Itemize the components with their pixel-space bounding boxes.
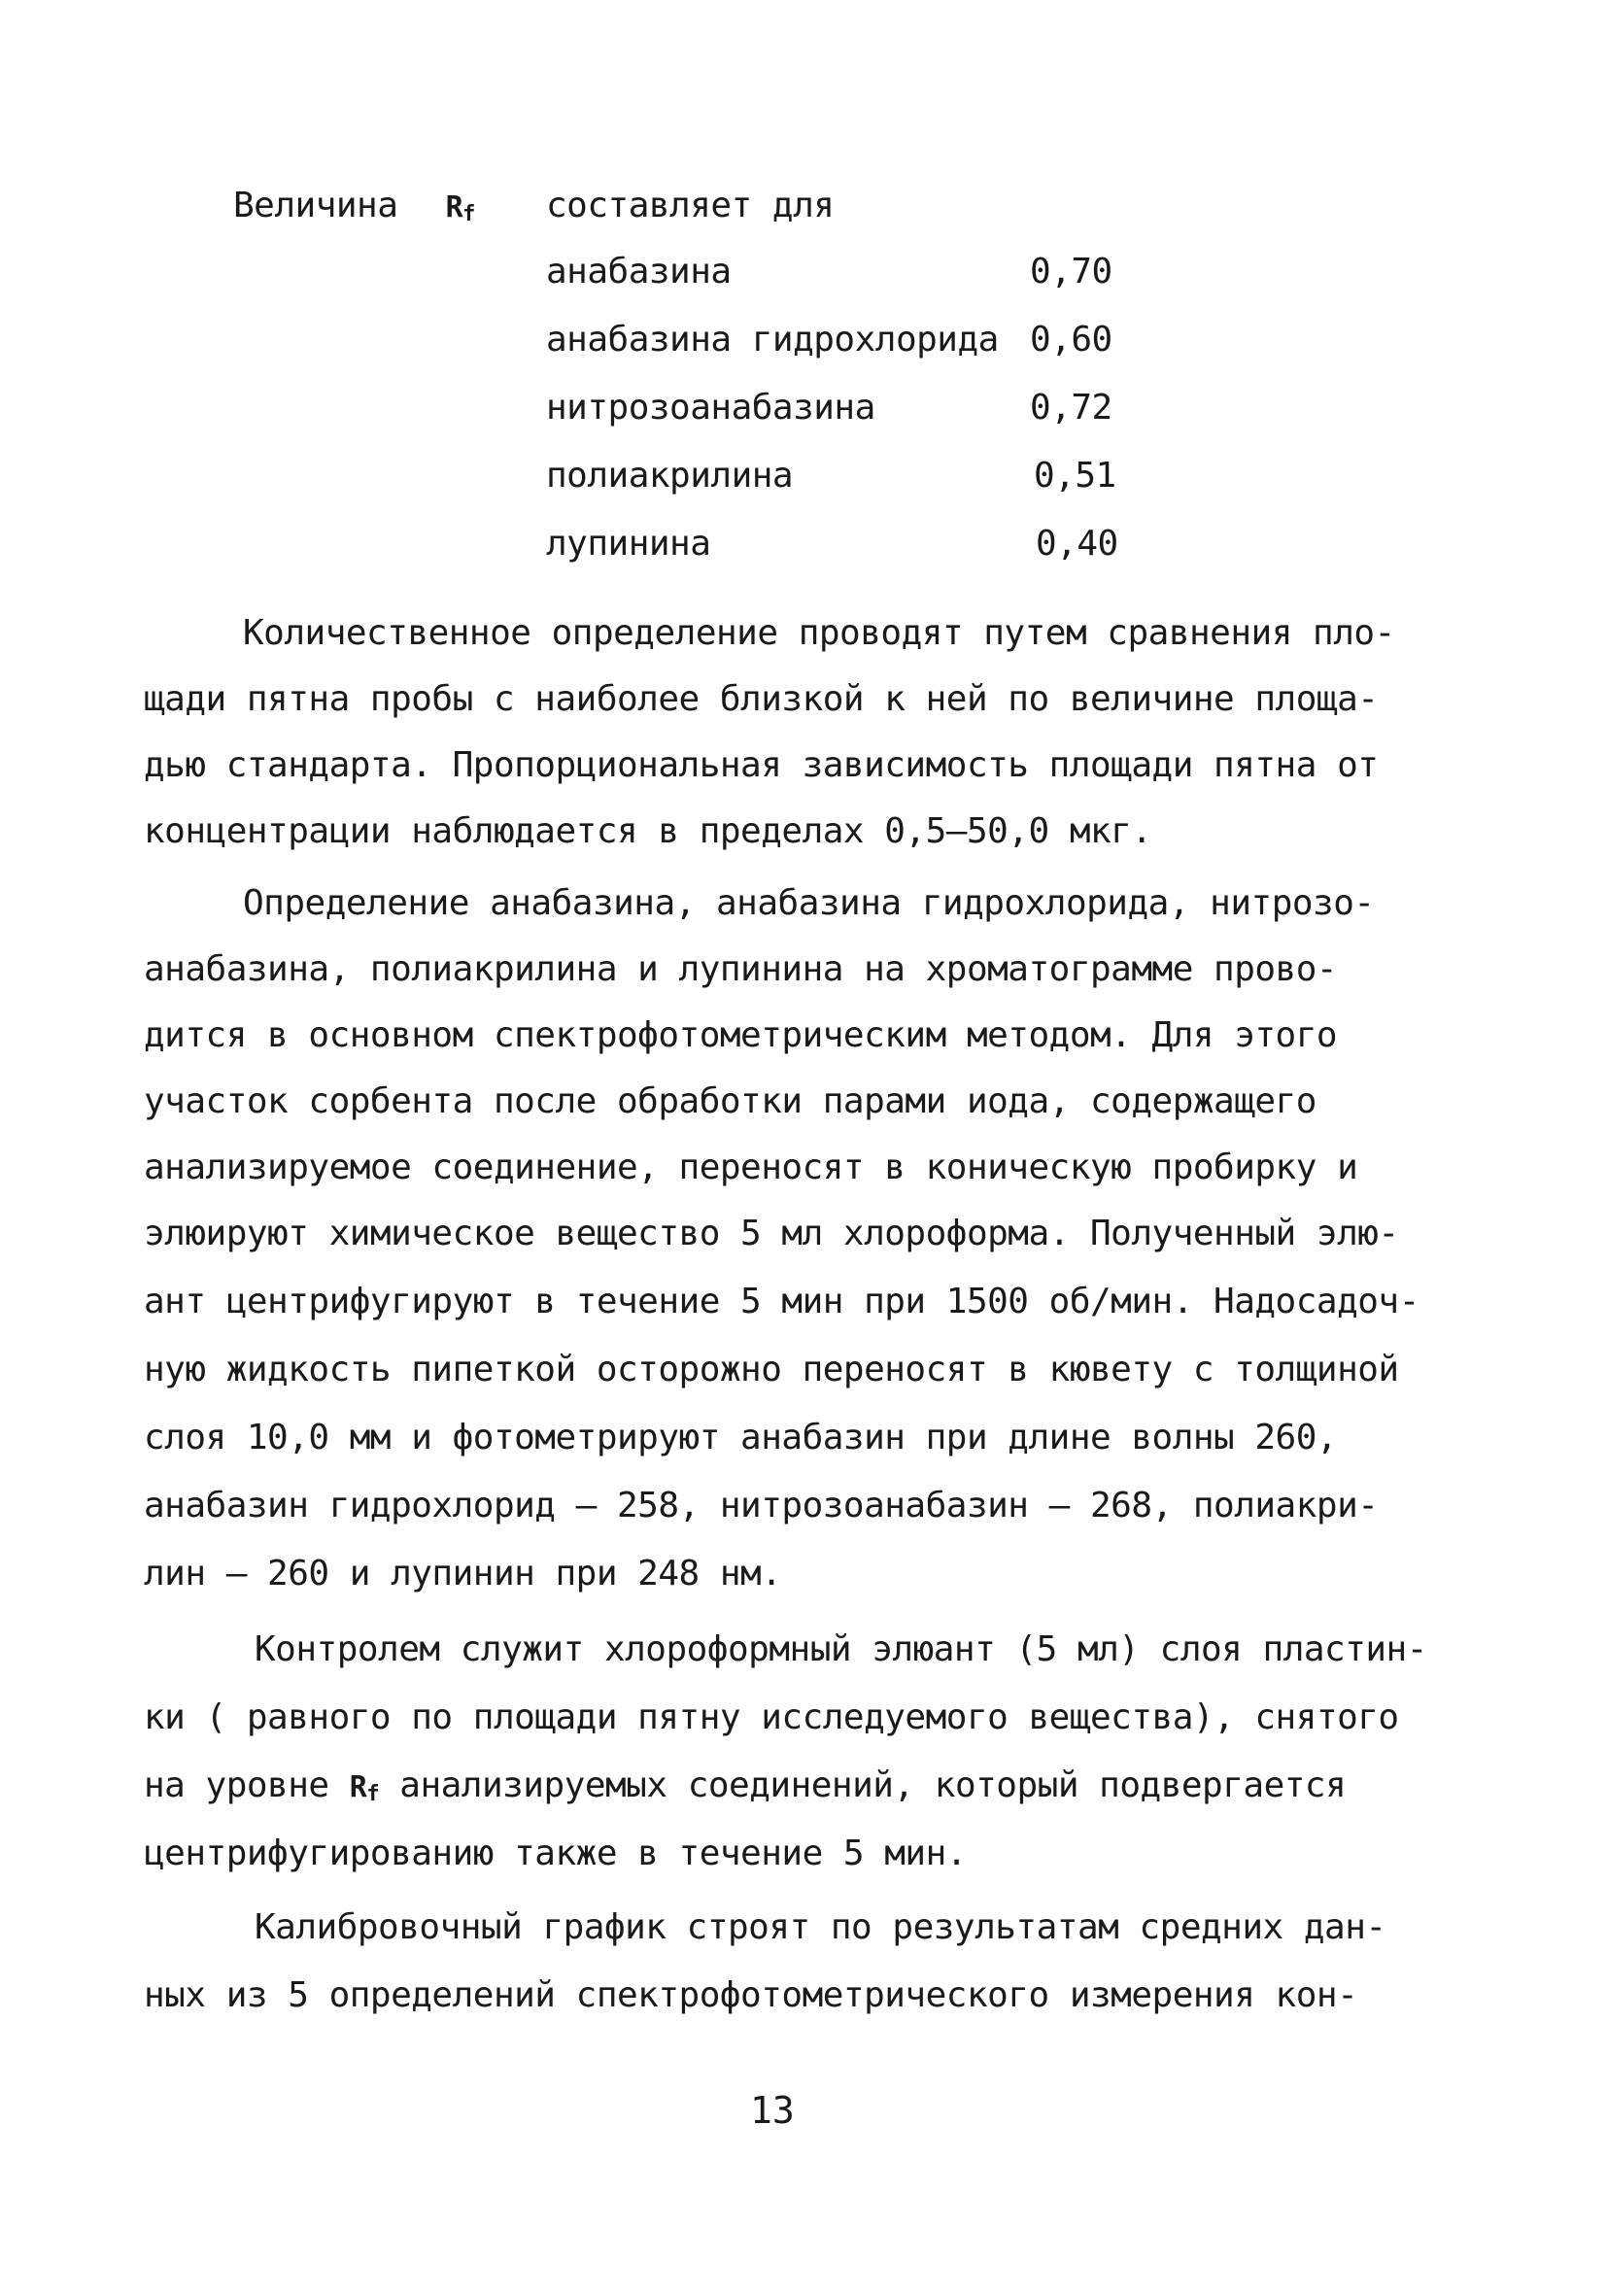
- rf-row-value: 0,72: [1030, 388, 1112, 428]
- paragraph-3-line: [144, 1765, 1346, 1812]
- rf-row-name: полиакрилина: [546, 456, 794, 496]
- paragraph-1-line: дью стандарта. Пропорциональная зависимость площади пятна от: [144, 745, 1379, 785]
- rf-symbol-subscript: f: [462, 202, 475, 226]
- rf-row-value: 0,60: [1030, 320, 1112, 360]
- paragraph-4-line: ных из 5 определений спектрофотометрического измерения кон-: [144, 1975, 1358, 2015]
- rf-intro-lead: Величина: [233, 186, 398, 225]
- rf-row-value: 0,40: [1036, 524, 1118, 564]
- paragraph-2-line: дится в основном спектрофотометрическим методом. Для этого: [144, 1015, 1338, 1055]
- rf-symbol-subscript: f: [366, 1782, 380, 1806]
- rf-row-value: 0,70: [1030, 252, 1112, 291]
- rf-symbol: [350, 1770, 379, 1804]
- rf-intro-line: [233, 185, 475, 232]
- page-number: 13: [750, 2089, 795, 2132]
- rf-row-name: лупинина: [546, 524, 711, 564]
- paragraph-2-line: ную жидкость пипеткой осторожно переносят в кювету с толщиной: [144, 1350, 1399, 1389]
- rf-symbol-letter: R: [445, 190, 463, 224]
- rf-intro-rest: составляет для: [546, 186, 835, 225]
- paragraph-2-line: элюируют химическое вещество 5 мл хлороформа. Полученный элю-: [144, 1214, 1399, 1253]
- rf-row-name: нитрозоанабазина: [546, 388, 875, 428]
- paragraph-2-line: анабазина, полиакрилина и лупинина на хроматограмме прово-: [144, 949, 1338, 989]
- rf-symbol: [446, 190, 475, 224]
- rf-symbol-letter: R: [349, 1770, 367, 1804]
- paragraph-3-line-start: на уровне: [144, 1765, 329, 1805]
- paragraph-2-line: слоя 10,0 мм и фотометрируют анабазин при длине волны 260,: [144, 1418, 1338, 1457]
- paragraph-3-line-end: анализируемых соединений, который подвергается: [399, 1765, 1347, 1805]
- rf-row-name: анабазина гидрохлорида: [546, 320, 999, 360]
- paragraph-3-line: Контролем служит хлороформный элюант (5 мл) слоя пластин-: [255, 1629, 1427, 1669]
- paragraph-4-line: Калибровочный график строят по результатам средних дан-: [255, 1907, 1386, 1947]
- paragraph-2-line: лин – 260 и лупинин при 248 нм.: [144, 1554, 782, 1593]
- paragraph-2-line: ант центрифугируют в течение 5 мин при 1500 об/мин. Надосадоч-: [144, 1282, 1419, 1321]
- paragraph-3-line: ки ( равного по площади пятну исследуемого вещества), снятого: [144, 1697, 1399, 1737]
- rf-row-name: анабазина: [546, 252, 732, 291]
- paragraph-2-line: анабазин гидрохлорид – 258, нитрозоанабазин – 268, полиакри-: [144, 1486, 1379, 1525]
- paragraph-2-line: участок сорбента после обработки парами иода, содержащего: [144, 1081, 1316, 1121]
- paragraph-2-line: анализируемое соединение, переносят в коническую пробирку и: [144, 1148, 1358, 1187]
- rf-row-value: 0,51: [1034, 456, 1116, 496]
- paragraph-1-line: щади пятна пробы с наиболее близкой к ней по величине площа-: [144, 679, 1379, 719]
- paragraph-3-line: центрифугированию также в течение 5 мин.: [144, 1833, 967, 1873]
- paragraph-1-line: Количественное определение проводят путем сравнения пло-: [243, 613, 1395, 653]
- paragraph-1-line: концентрации наблюдается в пределах 0,5–50,0 мкг.: [144, 811, 1152, 851]
- paragraph-2-line: Определение анабазина, анабазина гидрохлорида, нитрозо-: [243, 883, 1375, 923]
